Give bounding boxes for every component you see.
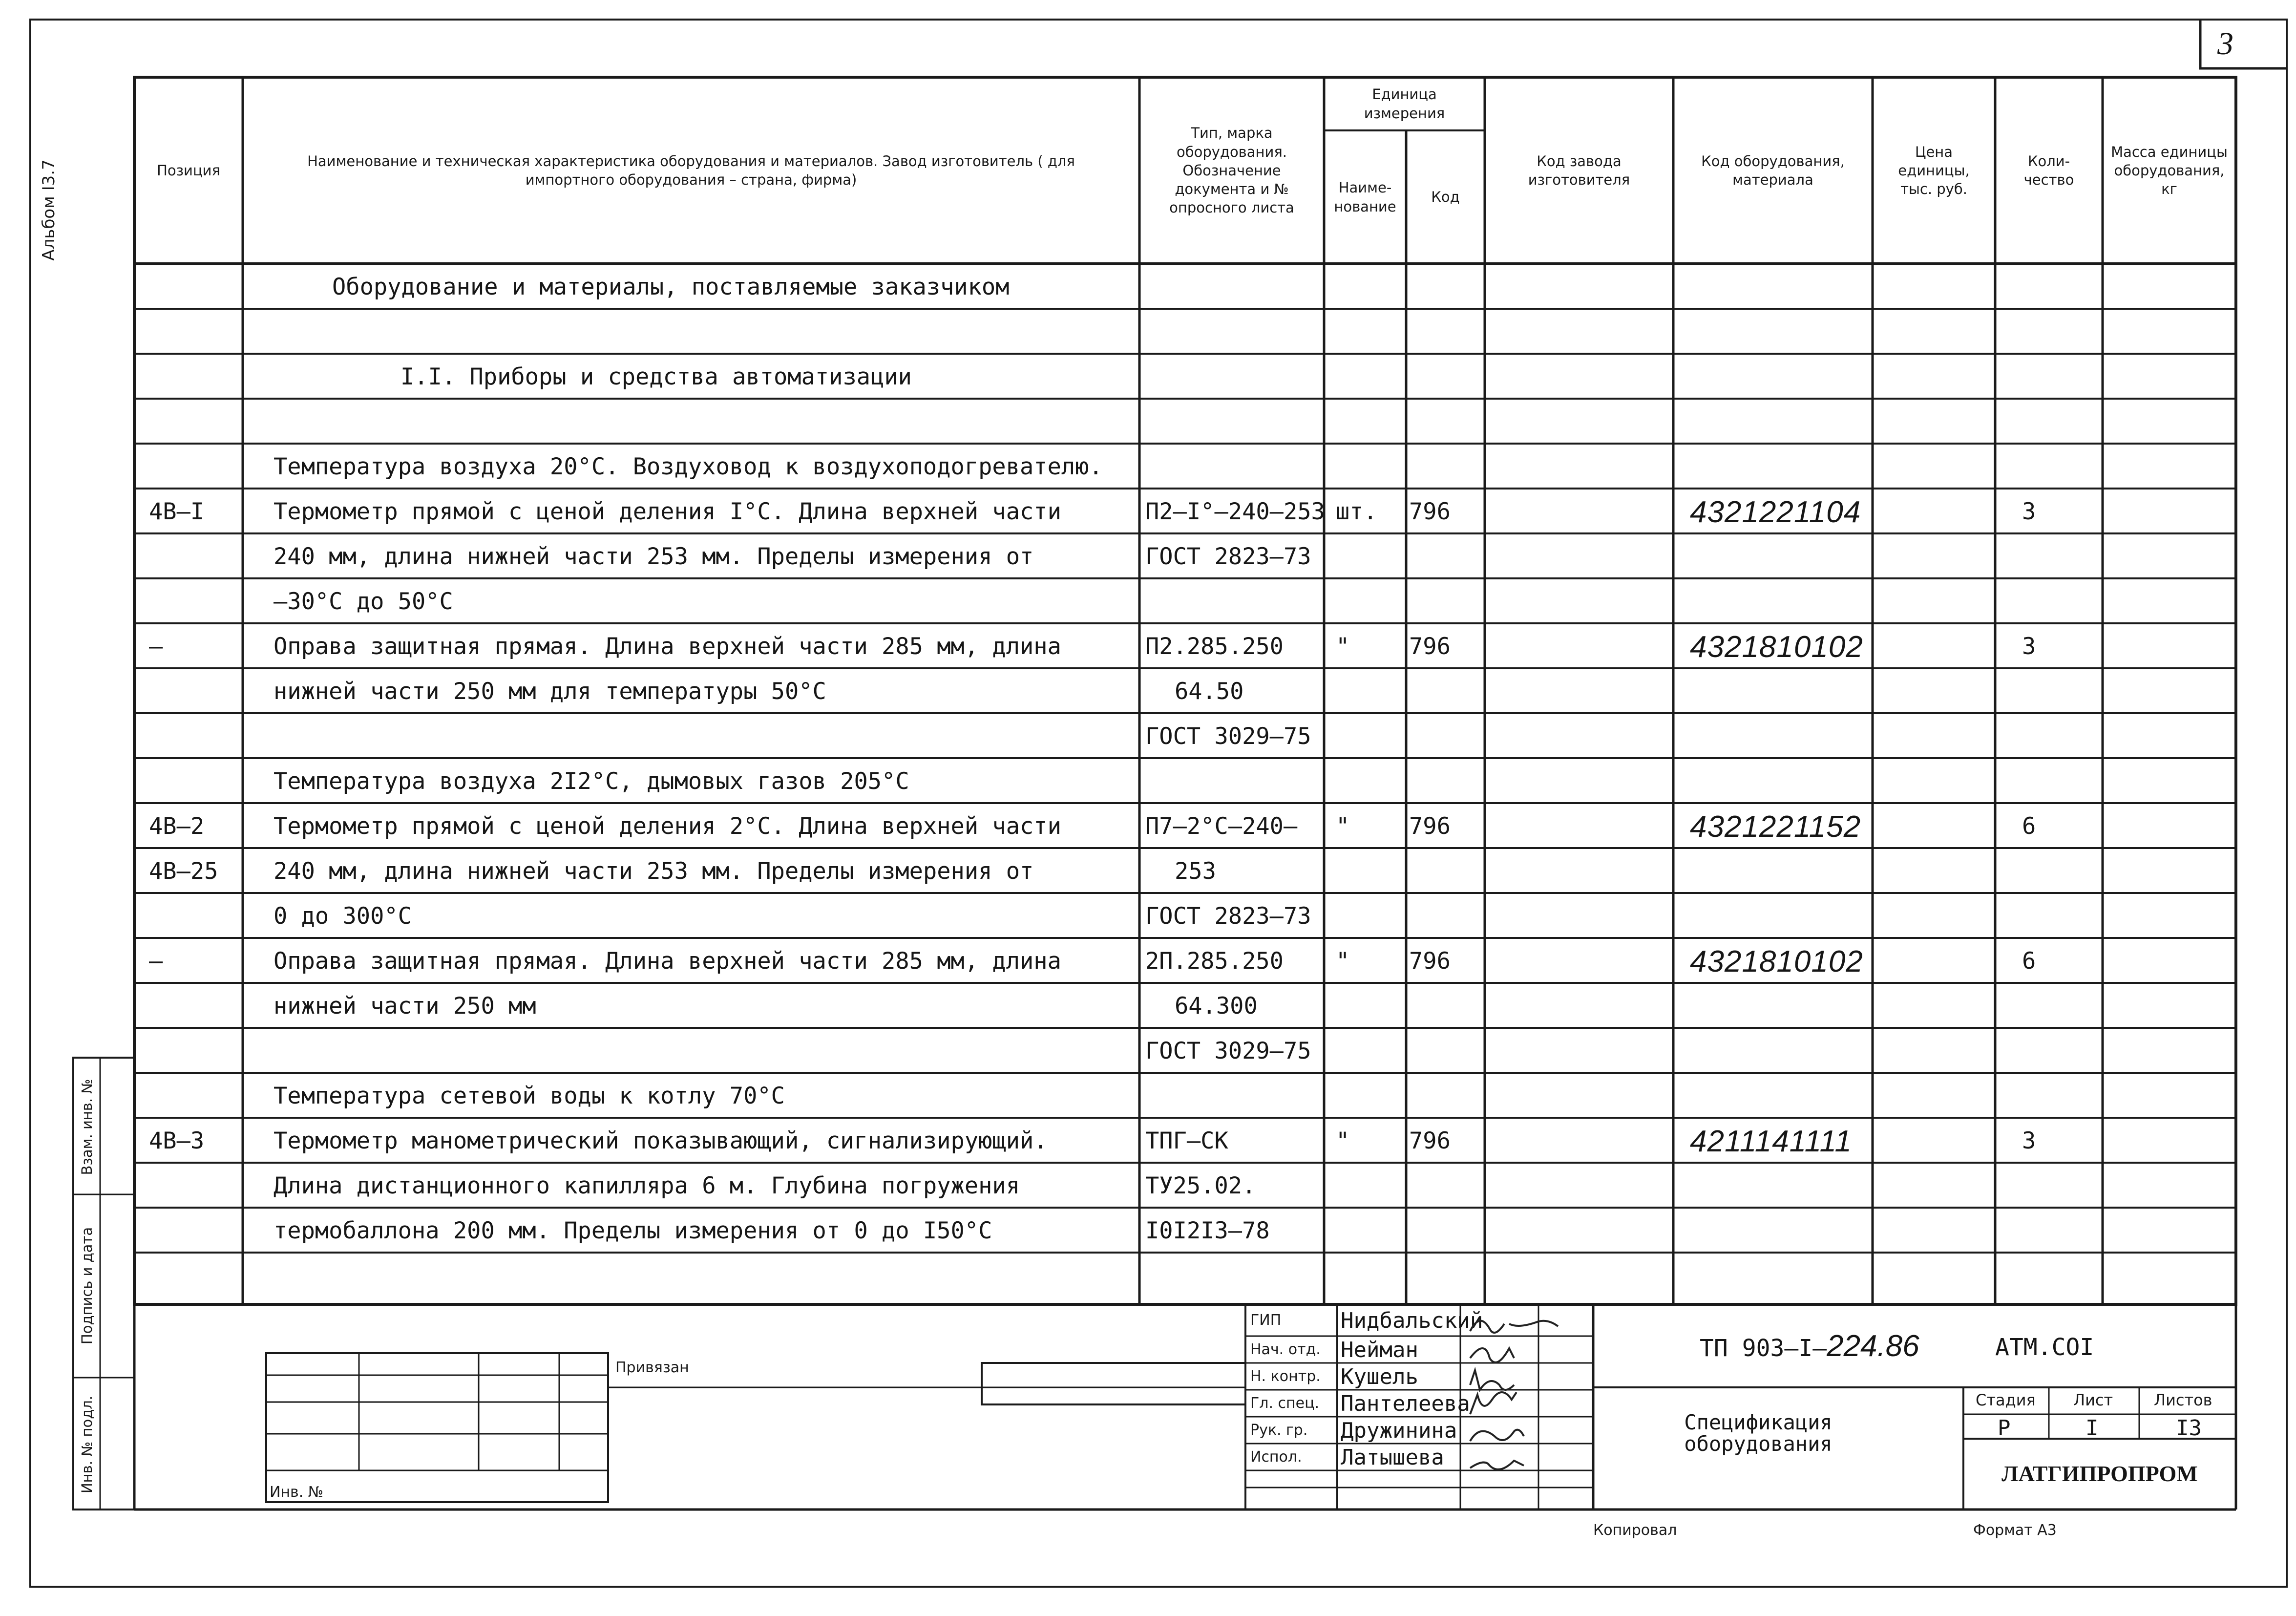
stage-value: Р xyxy=(1998,1416,2011,1441)
row-type: 64.300 xyxy=(1175,993,1258,1020)
sheet-value: I xyxy=(2085,1416,2099,1441)
header-qty: Коли-чество xyxy=(2023,152,2074,188)
row-name: Термометр манометрический показывающий, сигнализирующий. xyxy=(274,1127,1048,1154)
stamp-name: Кушель xyxy=(1341,1364,1418,1389)
row-type: ТПГ–СК xyxy=(1145,1127,1228,1154)
row-name: Температура сетевой воды к котлу 70°С xyxy=(274,1083,785,1109)
stamp-role: Испол. xyxy=(1250,1448,1302,1466)
row-pos: – xyxy=(149,948,163,975)
row-type: I0I2I3–78 xyxy=(1145,1217,1270,1244)
stamp-name: Дружинина xyxy=(1341,1418,1457,1443)
podpis-label: Подпись и дата xyxy=(79,1227,95,1345)
stamp-name: Латышева xyxy=(1341,1445,1444,1470)
row-type: ГОСТ 3029–75 xyxy=(1145,1038,1311,1064)
row-unit: " xyxy=(1336,948,1350,975)
row-name: Температура воздуха 2I2°С, дымовых газов 205°С xyxy=(274,768,909,795)
row-qty: 3 xyxy=(2022,1127,2036,1154)
inv-no-label: Инв. № xyxy=(270,1484,324,1501)
format-label: Формат А3 xyxy=(1973,1522,2057,1539)
header-unit-name: Наиме-нование xyxy=(1334,179,1396,215)
row-pos: 4В–25 xyxy=(149,858,218,885)
row-equip: 4321810102 xyxy=(1690,630,1863,664)
row-type: ГОСТ 3029–75 xyxy=(1145,723,1311,750)
row-type: 253 xyxy=(1175,858,1216,885)
row-pos: 4В–I xyxy=(149,498,205,525)
row-qty: 3 xyxy=(2022,498,2036,525)
doc-code: АТМ.СОI xyxy=(1995,1334,2094,1361)
row-name: –30°С до 50°С xyxy=(274,588,453,615)
row-name: нижней части 250 мм xyxy=(274,993,536,1020)
header-type: Тип, марка оборудования. Обозначение документа и № опросного листа xyxy=(1169,125,1294,216)
row-equip: 4321221104 xyxy=(1690,495,1861,529)
stamp-name: Нидбальский xyxy=(1341,1308,1483,1333)
row-qty: 6 xyxy=(2022,948,2036,975)
row-type: 2П.285.250 xyxy=(1145,948,1284,975)
row-equip: 4321221152 xyxy=(1690,810,1861,844)
row-type: П2.285.250 xyxy=(1145,633,1284,660)
privyazan-label: Привязан xyxy=(615,1359,689,1376)
header-unit: Единица измерения xyxy=(1364,86,1445,122)
header-unit-code: Код xyxy=(1431,189,1460,206)
designation xyxy=(1700,1329,1919,1363)
row-name: Термометр прямой с ценой деления 2°С. Длина верхней части xyxy=(274,813,1061,840)
stamp-role: Гл. спец. xyxy=(1250,1395,1320,1412)
row-unit: " xyxy=(1336,633,1350,660)
stamp-name: Нейман xyxy=(1341,1338,1418,1362)
stamp-role: ГИП xyxy=(1250,1312,1282,1329)
row-code: 796 xyxy=(1409,948,1451,975)
stage-label: Стадия xyxy=(1976,1391,2036,1409)
row-name: Термометр прямой с ценой деления I°С. Длина верхней части xyxy=(274,498,1061,525)
row-pos: 4В–2 xyxy=(149,813,205,840)
row-name: 240 мм, длина нижней части 253 мм. Пределы измерения от xyxy=(274,543,1034,570)
row-qty: 3 xyxy=(2022,633,2036,660)
row-qty: 6 xyxy=(2022,813,2036,840)
row-type: ГОСТ 2823–73 xyxy=(1145,903,1311,930)
designation-print: ТП 903–I– xyxy=(1700,1335,1827,1362)
row-type: ТУ25.02. xyxy=(1145,1172,1256,1199)
row-equip: 4211141111 xyxy=(1690,1125,1852,1158)
row-name: 0 до 300°С xyxy=(274,903,412,930)
stamp-role: Рук. гр. xyxy=(1250,1422,1308,1439)
sheets-label: Листов xyxy=(2154,1391,2212,1409)
row-unit: шт. xyxy=(1336,498,1377,525)
stamp-name: Пантелеева xyxy=(1341,1391,1470,1416)
row-pos: 4В–3 xyxy=(149,1127,205,1154)
row-unit: " xyxy=(1336,1127,1350,1154)
header-plant-code: Код завода изготовителя xyxy=(1528,152,1630,188)
row-type: П2–I°–240–253 xyxy=(1145,498,1325,525)
header-name: Наименование и техническая характеристика оборудования и материалов. Завод изготовитель ( для импортного оборудования – страна, фирма) xyxy=(307,152,1075,188)
header-mass: Масса единицы оборудования, кг xyxy=(2111,143,2228,198)
row-name: термобаллона 200 мм. Пределы измерения от 0 до I50°С xyxy=(274,1217,992,1244)
row-equip: 4321810102 xyxy=(1690,945,1863,978)
row-name: Температура воздуха 20°С. Воздуховод к воздухоподогревателю. xyxy=(274,453,1103,480)
row-name: Оборудование и материалы, поставляемые заказчиком xyxy=(332,274,1010,300)
row-name: нижней части 250 мм для температуры 50°С xyxy=(274,678,826,705)
vzam-label: Взам. инв. № xyxy=(79,1079,95,1175)
album-label: Альбом I3.7 xyxy=(39,159,59,261)
row-type: 64.50 xyxy=(1175,678,1244,705)
designation-hand: 224.86 xyxy=(1827,1329,1919,1363)
copied-label: Копировал xyxy=(1593,1522,1677,1539)
row-type: П7–2°С–240– xyxy=(1145,813,1298,840)
row-name: I.I. Приборы и средства автоматизации xyxy=(400,363,912,390)
row-code: 796 xyxy=(1409,633,1451,660)
header-price: Цена единицы, тыс. руб. xyxy=(1898,143,1970,198)
row-pos: – xyxy=(149,633,163,660)
inv-podl-label: Инв. № подл. xyxy=(79,1395,95,1494)
stamp-role: Н. контр. xyxy=(1250,1368,1321,1385)
row-name: Длина дистанционного капилляра 6 м. Глубина погружения xyxy=(274,1172,1020,1199)
header-position: Позиция xyxy=(157,162,220,179)
row-name: Оправа защитная прямая. Длина верхней части 285 мм, длина xyxy=(274,948,1061,975)
doc-title: Спецификация оборудования xyxy=(1684,1410,1833,1456)
sheets-value: I3 xyxy=(2176,1416,2202,1441)
row-name: Оправа защитная прямая. Длина верхней части 285 мм, длина xyxy=(274,633,1061,660)
row-code: 796 xyxy=(1409,498,1451,525)
row-type: ГОСТ 2823–73 xyxy=(1145,543,1311,570)
header-equip-code: Код оборудования, материала xyxy=(1701,152,1845,188)
row-name: 240 мм, длина нижней части 253 мм. Пределы измерения от xyxy=(274,858,1034,885)
stamp-role: Нач. отд. xyxy=(1250,1341,1321,1358)
organization: ЛАТГИПРОПРОМ xyxy=(2001,1461,2198,1486)
row-code: 796 xyxy=(1409,813,1451,840)
sheet-number: 3 xyxy=(2217,26,2233,62)
signatures xyxy=(1460,1304,1593,1510)
sheet-label: Лист xyxy=(2073,1391,2113,1409)
row-code: 796 xyxy=(1409,1127,1451,1154)
row-unit: " xyxy=(1336,813,1350,840)
